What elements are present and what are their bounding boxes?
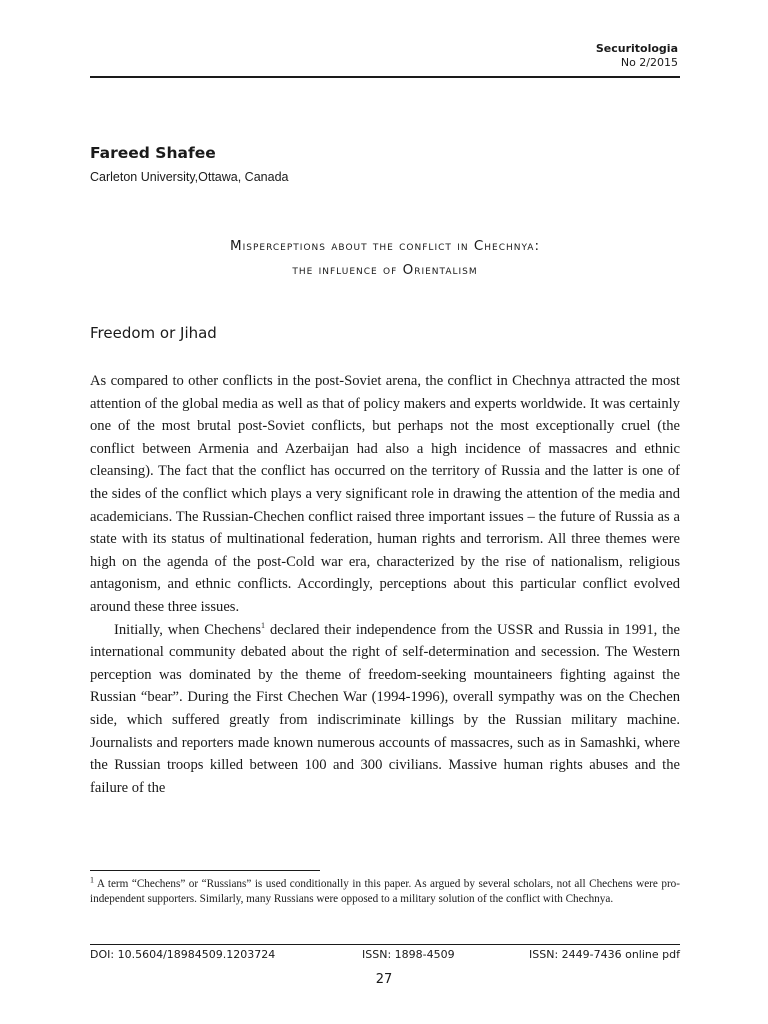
running-head [596,42,678,70]
section-heading: Freedom or Jihad [90,324,217,342]
footnote-reference[interactable]: 1 [261,620,266,630]
body-text [90,370,680,799]
issue-number: No 2/2015 [620,56,678,69]
article-title-line-1: Misperceptions about the conflict in Chechnya: [229,238,541,254]
footnote [90,877,680,906]
issn-online: ISSN: 2449-7436 online pdf [529,948,680,961]
footnote-marker: 1 [90,875,94,885]
header-rule [90,76,680,78]
author-name: Fareed Shafee [90,144,216,162]
paragraph-1: As compared to other conflicts in the post-Soviet arena, the conflict in Chechnya attracted the most attention of the global media as well as that of policy makers and experts worldwide. It was certainly one of the most brutal post-Soviet conflicts, but perhaps not the most exceptionally cruel (the conflict between Armenia and Azerbaijan had also a high incidence of massacres and ethnic cleansing). The fact that the conflict has occurred on the territory of Russia and the latter is one of the sides of the conflict which plays a very significant role in drawing the attention of the media and academicians. The Russian-Chechen conflict raised three important issues – the future of Russia as a state with its status of multinational federation, human rights and terrorism. All three themes were high on the agenda of the post-Cold war era, characterized by the rise of nationalism, religious antagonism, and ethnic conflicts. Accordingly, perceptions about this particular conflict evolved around these three issues. [90,373,680,615]
footnote-rule [90,870,320,871]
paragraph-2 [90,619,680,800]
page-number: 27 [375,972,393,987]
article-title [90,234,680,282]
footnote-text: A term “Chechens” or “Russians” is used conditionally in this paper. As argued by several scholars, not all Chechens were pro-independent supporters. Similarly, many Russians were opposed to a military solution of the conflict with Chechnya. [90,878,680,905]
author-affiliation: Carleton University,Ottawa, Canada [90,170,289,184]
doi[interactable]: DOI: 10.5604/18984509.1203724 [90,948,276,961]
issn-print: ISSN: 1898-4509 [362,948,455,961]
footer-rule [90,944,680,945]
paragraph-2-rest: declared their independence from the USSR and Russia in 1991, the international community debated about the right of self-determination and secession. The Western perception was dominated by the theme of freedom-seeking mountaineers fighting against the Russian “bear”. During the First Chechen War (1994-1996), overall sympathy was on the Chechen side, which suffered greatly from indiscriminate killings by the Russian military machine. Journalists and reporters made known numerous accounts of massacres, such as in Samashki, where the Russian troops killed between 100 and 300 civilians. Massive human rights abuses and the failure of the [90,621,680,796]
journal-name: Securitologia [595,42,678,55]
paragraph-2-start: Initially, when Chechens [114,621,262,638]
article-title-line-2: the influence of Orientalism [292,262,478,278]
